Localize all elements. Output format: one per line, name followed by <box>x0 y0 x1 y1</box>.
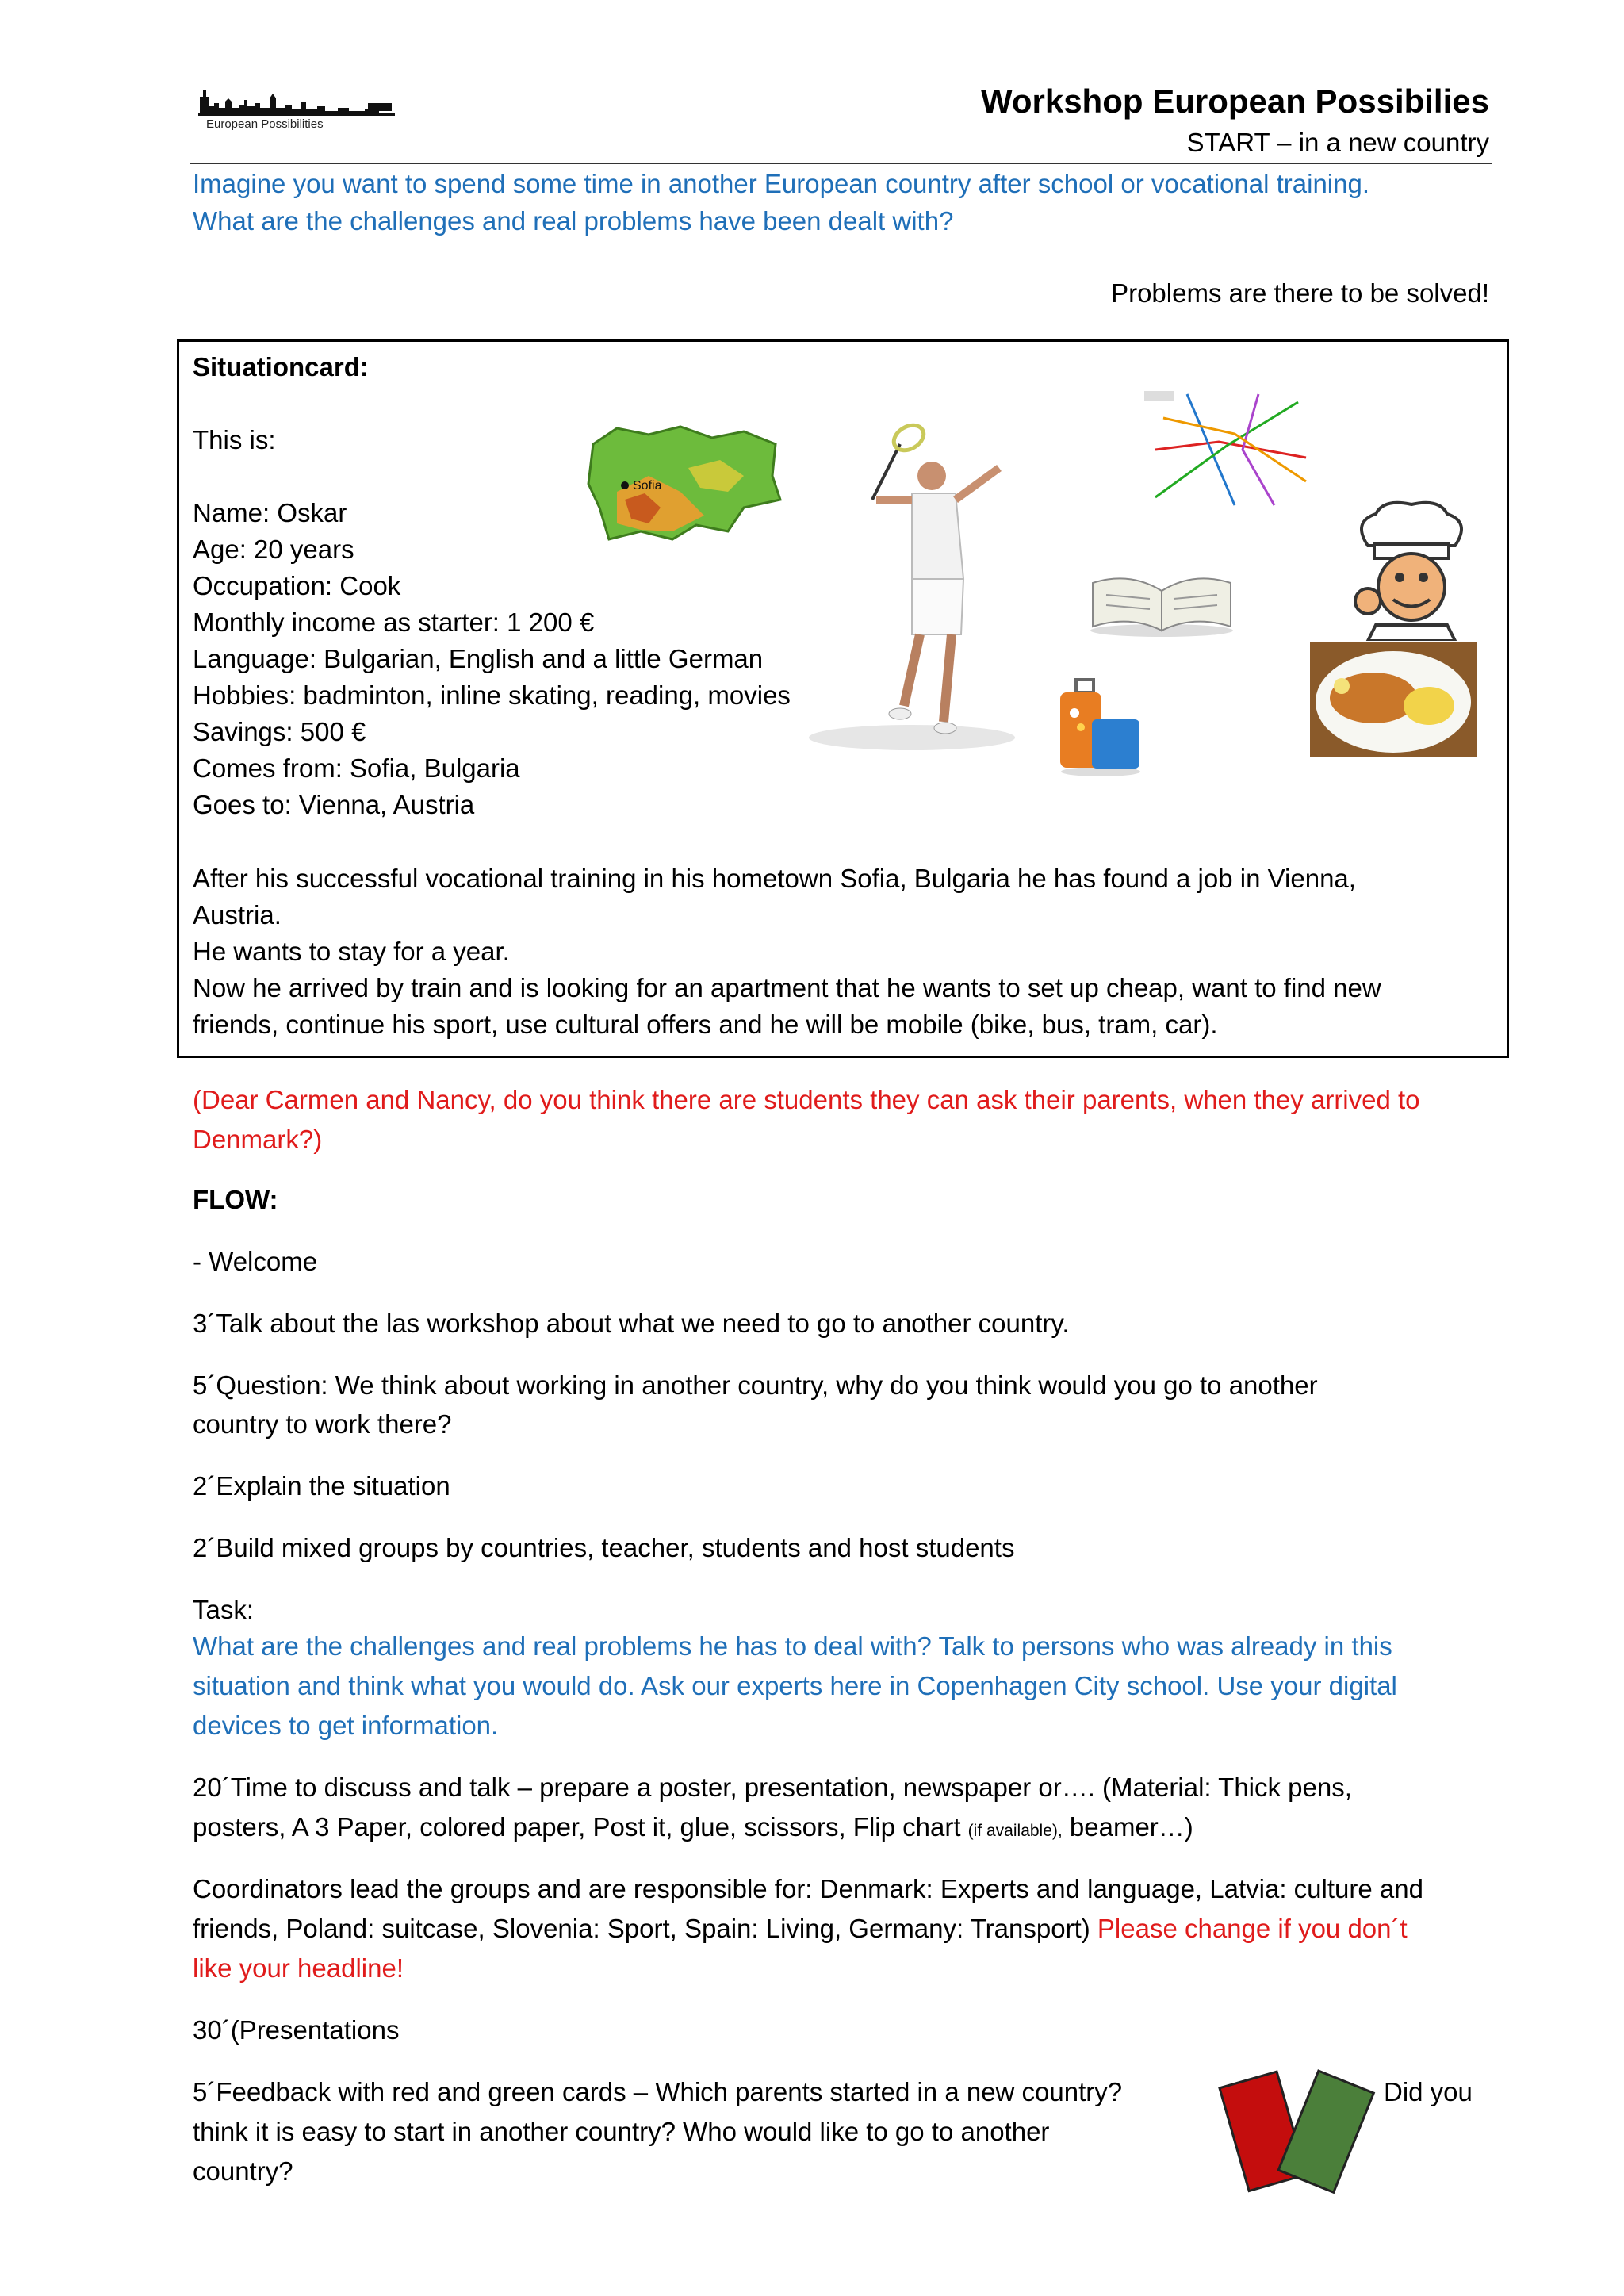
profile-language: Language: Bulgarian, English and a little German <box>193 644 764 673</box>
profile-origin: Comes from: Sofia, Bulgaria <box>193 753 520 783</box>
red-green-cards-image <box>1209 2066 1380 2201</box>
story-line-3: He wants to stay for a year. <box>193 937 510 966</box>
header-divider <box>190 163 1492 164</box>
feedback-line-1: 5´Feedback with red and green cards – Which parents started in a new country? <box>193 2077 1123 2106</box>
task-line-3: devices to get information. <box>193 1711 499 1740</box>
flow-question-line-2: country to work there? <box>193 1409 452 1439</box>
motto: Problems are there to be solved! <box>1111 278 1489 308</box>
profile-occupation: Occupation: Cook <box>193 571 401 600</box>
document-subtitle: START – in a new country <box>1186 128 1489 157</box>
intro-line-2: What are the challenges and real problems have been dealt with? <box>193 206 954 236</box>
flow-explain: 2´Explain the situation <box>193 1471 450 1501</box>
profile-age: Age: 20 years <box>193 535 354 564</box>
suitcases-image <box>1057 678 1144 777</box>
story-line-5: friends, continue his sport, use cultural offers and he will be mobile (bike, bus, tram, car). <box>193 1010 1218 1039</box>
situation-title: Situationcard: <box>193 352 369 381</box>
feedback-line-2: think it is easy to start in another country? Who would like to go to another <box>193 2117 1050 2146</box>
profile-savings: Savings: 500 € <box>193 717 366 746</box>
flow-talk: 3´Talk about the las workshop about what we need to go to another country. <box>193 1309 1070 1338</box>
coord-line-2: friends, Poland: suitcase, Slovenia: Sport, Spain: Living, Germany: Transport) Please change if you don´t <box>193 1914 1408 1943</box>
schnitzel-plate-image <box>1310 642 1477 757</box>
badminton-player-image <box>793 420 1055 753</box>
profile-name: Name: Oskar <box>193 498 347 527</box>
coord-line-1: Coordinators lead the groups and are responsible for: Denmark: Experts and language, Latvia: culture and <box>193 1874 1423 1903</box>
flow-welcome: - Welcome <box>193 1247 318 1276</box>
feedback-line-1-end: Did you <box>1384 2077 1473 2106</box>
note-line-1: (Dear Carmen and Nancy, do you think there are students they can ask their parents, when they arrived to <box>193 1085 1420 1114</box>
note-line-2: Denmark?) <box>193 1125 323 1154</box>
flow-presentations: 30´(Presentations <box>193 2015 400 2045</box>
flow-groups: 2´Build mixed groups by countries, teacher, students and host students <box>193 1533 1015 1562</box>
profile-destination: Goes to: Vienna, Austria <box>193 790 475 819</box>
task-line-1: What are the challenges and real problems he has to deal with? Talk to persons who was already in this <box>193 1631 1392 1661</box>
story-line-4: Now he arrived by train and is looking for an apartment that he wants to set up cheap, want to find new <box>193 973 1381 1002</box>
flow-question-line-1: 5´Question: We think about working in another country, why do you think would you go to another <box>193 1370 1318 1400</box>
metro-map-image <box>1139 386 1322 513</box>
task-label: Task: <box>193 1595 255 1624</box>
task-line-2: situation and think what you would do. Ask our experts here in Copenhagen City school. Use your digital <box>193 1671 1397 1700</box>
discuss-line-2: posters, A 3 Paper, colored paper, Post it, glue, scissors, Flip chart (if available), beamer…) <box>193 1812 1193 1842</box>
open-book-image <box>1086 567 1237 638</box>
flow-title: FLOW: <box>193 1185 278 1214</box>
profile-income: Monthly income as starter: 1 200 € <box>193 608 595 637</box>
chef-image <box>1344 498 1479 641</box>
svg-text:European Possibilities: European Possibilities <box>206 117 324 131</box>
coord-line-3: like your headline! <box>193 1953 404 1983</box>
document-title: Workshop European Possibilies <box>980 82 1489 120</box>
story-line-1: After his successful vocational training in his hometown Sofia, Bulgaria he has found a job in Vienna, <box>193 864 1356 893</box>
feedback-line-3: country? <box>193 2156 293 2186</box>
european-possibilities-logo <box>198 82 395 132</box>
situation-intro: This is: <box>193 425 276 454</box>
story-line-2: Austria. <box>193 900 282 930</box>
intro-line-1: Imagine you want to spend some time in another European country after school or vocational training. <box>193 169 1370 198</box>
svg-text:Sofia: Sofia <box>633 479 662 493</box>
bulgaria-map-image <box>585 420 783 547</box>
profile-hobbies: Hobbies: badminton, inline skating, reading, movies <box>193 680 791 710</box>
discuss-line-1: 20´Time to discuss and talk – prepare a poster, presentation, newspaper or…. (Material: Thick pens, <box>193 1773 1352 1802</box>
